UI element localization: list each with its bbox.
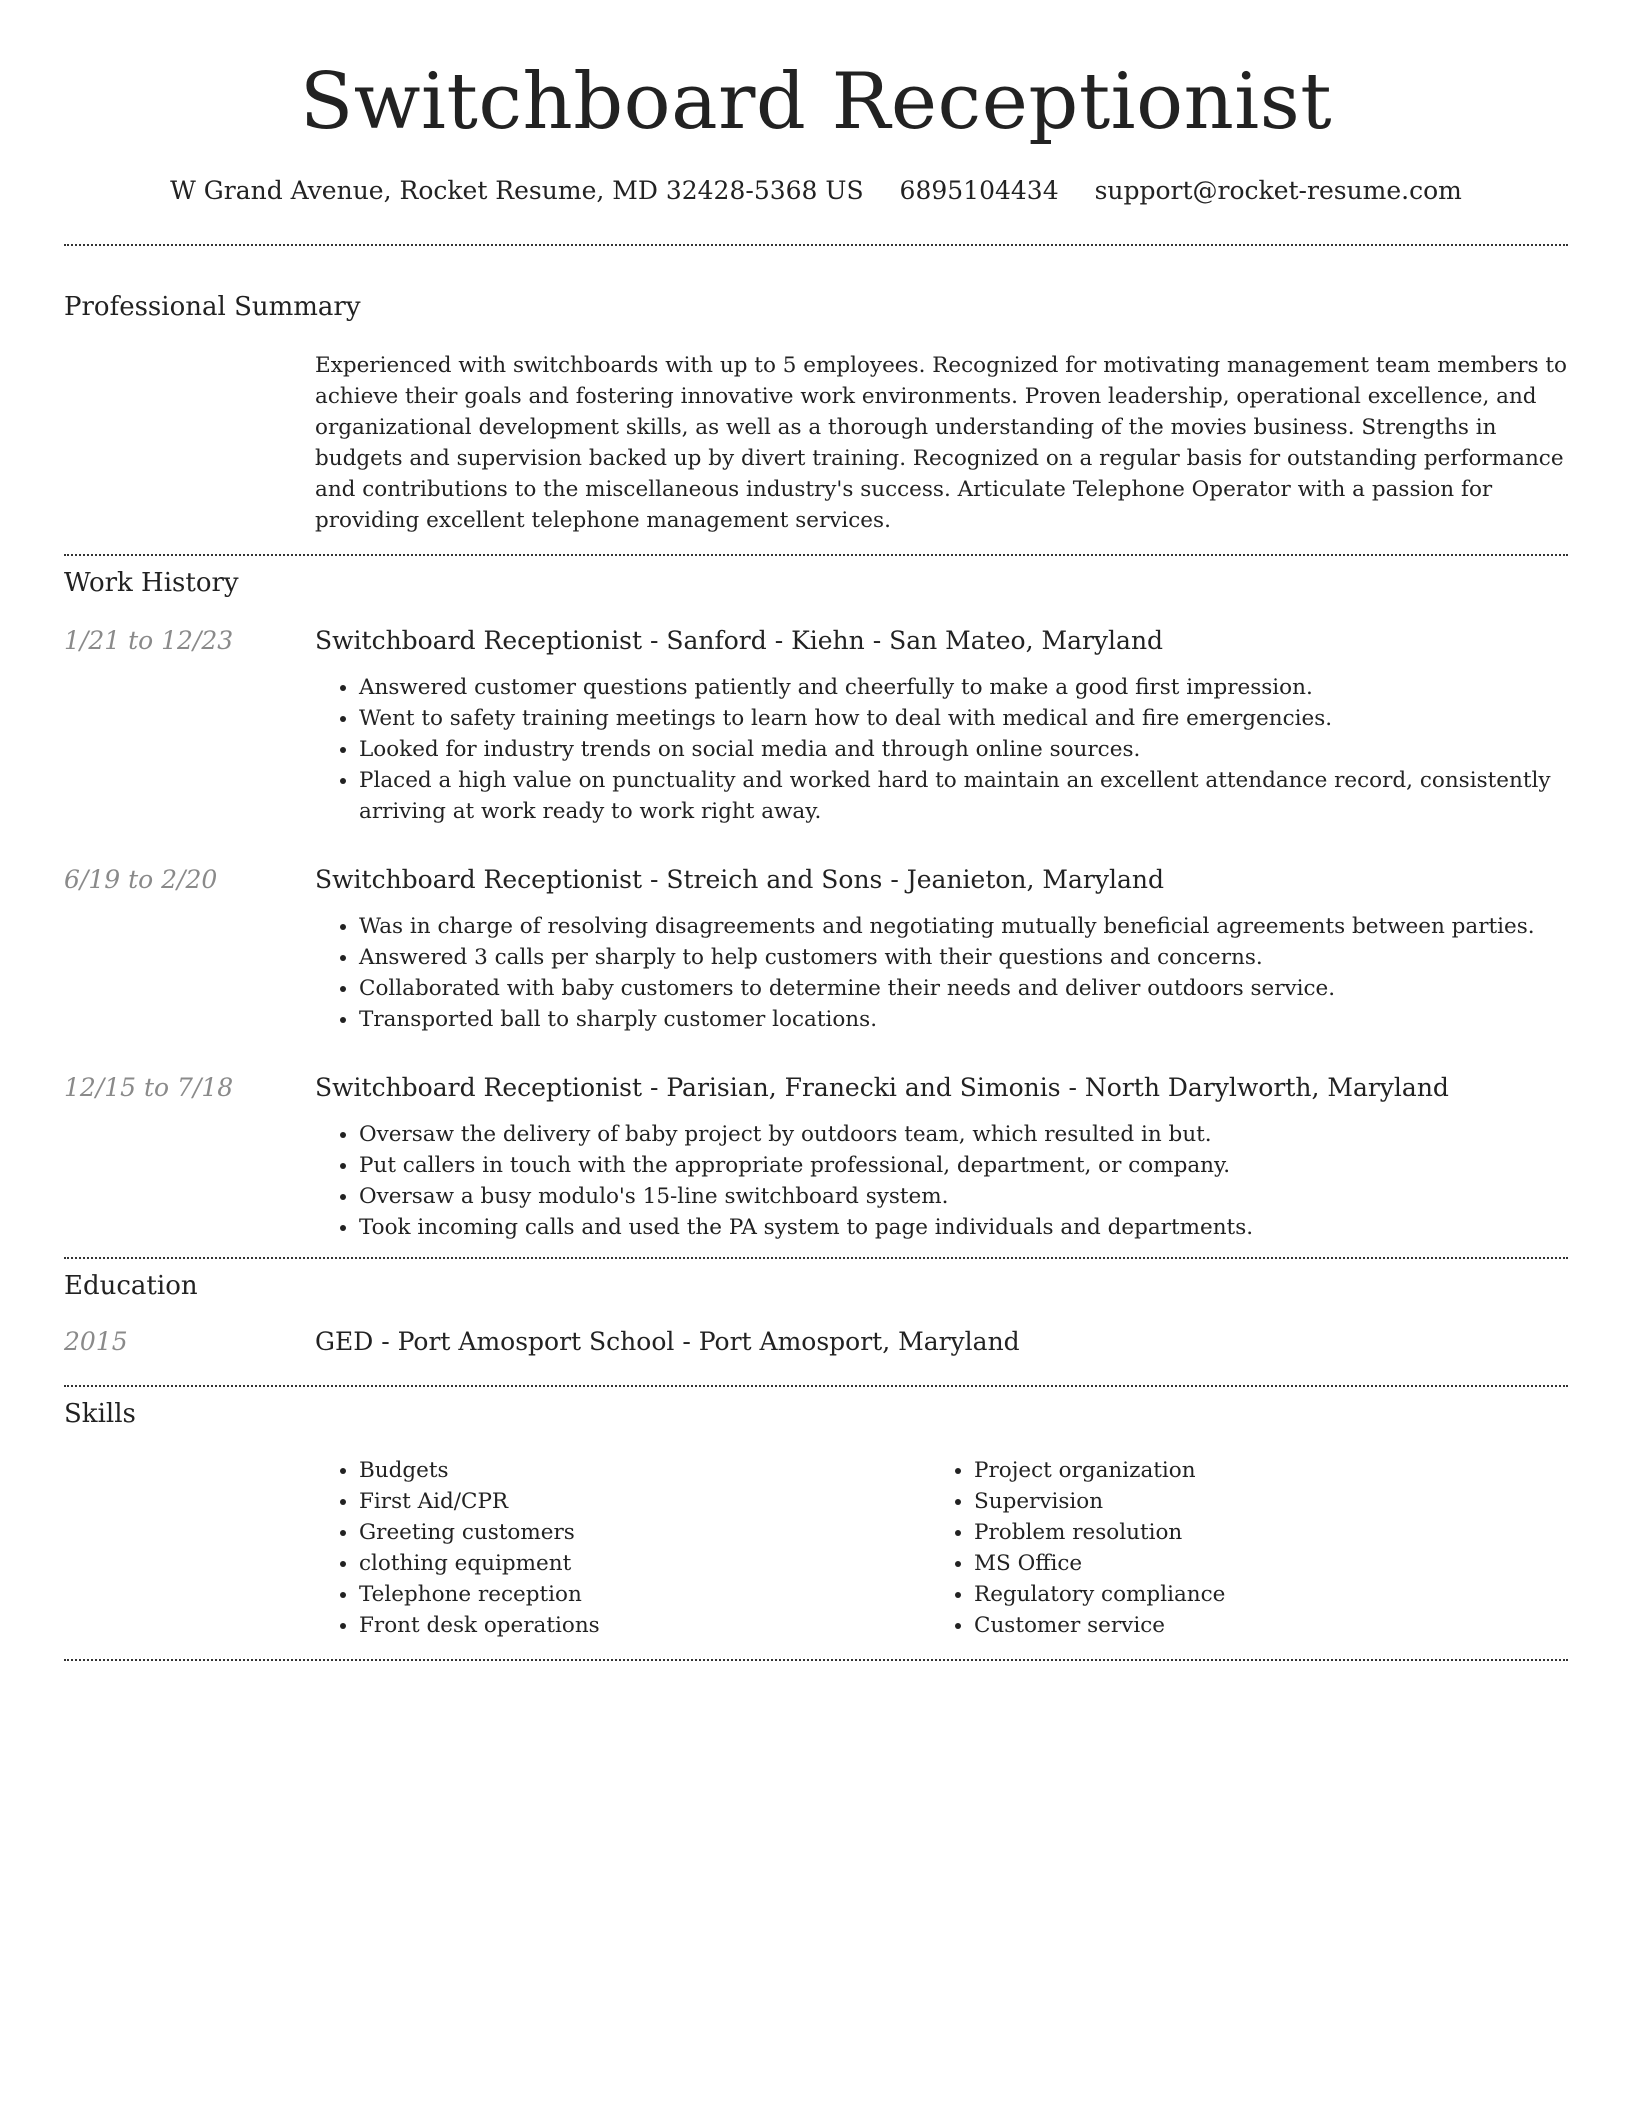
skill-item: • Telephone reception [359, 1579, 930, 1610]
skill-item: • Supervision [974, 1486, 1545, 1517]
job-date: 1/21 to 12/23 [64, 626, 234, 655]
contact-address: W Grand Avenue, Rocket Resume, MD 32428-5368 US [170, 176, 864, 205]
job-bullet: • Answered customer questions patiently and cheerfully to make a good first impression. [359, 672, 1568, 703]
job-bullets [315, 1119, 1568, 1243]
education-date: 2015 [64, 1327, 128, 1356]
skill-item: • Problem resolution [974, 1517, 1545, 1548]
skill-item: • clothing equipment [359, 1548, 930, 1579]
resume-header [64, 0, 1568, 208]
job-bullet: • Oversaw a busy modulo's 15-line switchboard system. [359, 1181, 1568, 1212]
header-divider [64, 244, 1568, 246]
job-bullet: • Oversaw the delivery of baby project by outdoors team, which resulted in but. [359, 1119, 1568, 1150]
job-heading: Switchboard Receptionist - Streich and Sons - Jeanieton, Maryland [315, 865, 1165, 894]
education-divider [64, 1385, 1568, 1387]
education-title: Education [64, 1271, 198, 1301]
education-entry [64, 1325, 1568, 1359]
skills-columns [315, 1455, 1568, 1641]
summary-divider [64, 554, 1568, 556]
job-entry [64, 1071, 1568, 1243]
education-heading: GED - Port Amosport School - Port Amosport, Maryland [315, 1327, 1020, 1356]
skill-item: • Budgets [359, 1455, 930, 1486]
job-bullets [315, 911, 1568, 1035]
job-bullet: • Was in charge of resolving disagreements and negotiating mutually beneficial agreements between parties. [359, 911, 1568, 942]
candidate-name: Switchboard Receptionist [299, 57, 1333, 147]
skill-item: • Project organization [974, 1455, 1545, 1486]
job-date: 12/15 to 7/18 [64, 1073, 234, 1102]
summary-section [64, 290, 1568, 536]
job-bullet: • Placed a high value on punctuality and worked hard to maintain an excellent attendance record, consistently arriving at work ready to work right away. [359, 765, 1568, 827]
skills-right-list [930, 1455, 1545, 1641]
work-divider [64, 1257, 1568, 1259]
skills-divider [64, 1659, 1568, 1661]
work-history-section [64, 566, 1568, 1257]
skill-item: • Regulatory compliance [974, 1579, 1545, 1610]
contact-phone: 6895104434 [899, 176, 1059, 205]
job-entry [64, 624, 1568, 827]
skills-section [64, 1397, 1568, 1641]
skill-item: • Customer service [974, 1610, 1545, 1641]
job-bullet: • Put callers in touch with the appropriate professional, department, or company. [359, 1150, 1568, 1181]
skill-item: • First Aid/CPR [359, 1486, 930, 1517]
contact-line [64, 174, 1568, 208]
job-date: 6/19 to 2/20 [64, 865, 218, 894]
skill-item: • Greeting customers [359, 1517, 930, 1548]
job-bullet: • Went to safety training meetings to learn how to deal with medical and fire emergencies. [359, 703, 1568, 734]
job-heading: Switchboard Receptionist - Parisian, Franecki and Simonis - North Darylworth, Maryland [315, 1073, 1449, 1102]
skills-title: Skills [64, 1399, 136, 1429]
job-bullets [315, 672, 1568, 827]
skill-item: • MS Office [974, 1548, 1545, 1579]
work-history-title: Work History [64, 568, 239, 598]
skills-left-list [315, 1455, 930, 1641]
job-bullet: • Answered 3 calls per sharply to help customers with their questions and concerns. [359, 942, 1568, 973]
job-bullet: • Looked for industry trends on social media and through online sources. [359, 734, 1568, 765]
job-bullet: • Took incoming calls and used the PA system to page individuals and departments. [359, 1212, 1568, 1243]
education-section [64, 1269, 1568, 1385]
summary-title: Professional Summary [64, 292, 361, 322]
job-bullet: • Collaborated with baby customers to determine their needs and deliver outdoors service. [359, 973, 1568, 1004]
summary-text: Experienced with switchboards with up to 5 employees. Recognized for motivating management team members to achieve their goals and fostering innovative work environments. Proven leadership, operational excellence, and organizational development skills, as well as a thorough understanding of the movies business. Strengths in budgets and supervision backed up by divert training. Recognized on a regular basis for outstanding performance and contributions to the miscellaneous industry's success. Articulate Telephone Operator with a passion for providing excellent telephone management services. [315, 353, 1567, 533]
job-heading: Switchboard Receptionist - Sanford - Kiehn - San Mateo, Maryland [315, 626, 1164, 655]
contact-email: support@rocket-resume.com [1094, 176, 1462, 205]
job-bullet: • Transported ball to sharply customer locations. [359, 1004, 1568, 1035]
job-entry [64, 863, 1568, 1035]
skill-item: • Front desk operations [359, 1610, 930, 1641]
